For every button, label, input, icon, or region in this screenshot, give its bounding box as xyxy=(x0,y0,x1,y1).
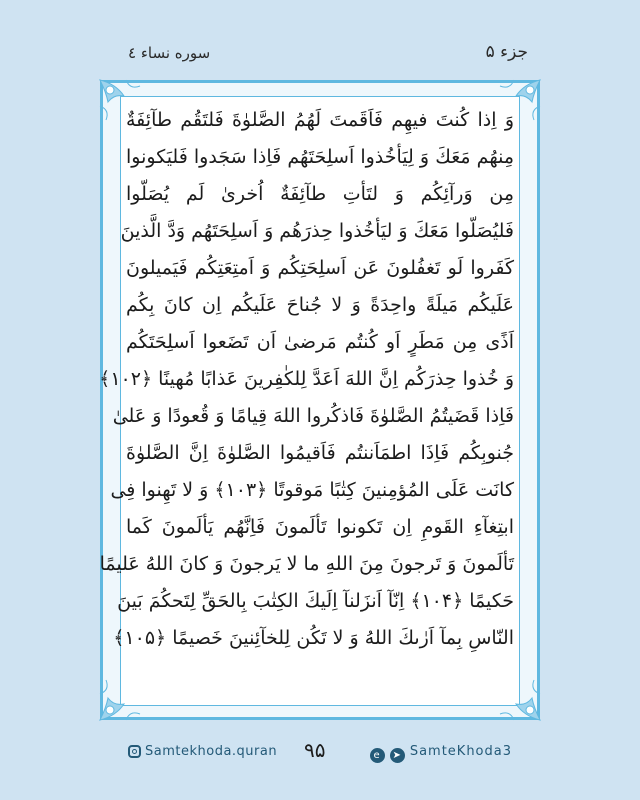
text-line: عَلَيكُم مَيلَةً واحِدَةً وَ لا جُناحَ عَلَيكُم اِن كانَ بِكُم xyxy=(126,294,514,316)
text-line: مِنهُم مَعَكَ وَ لِيَأخُذوا اَسلِحَتَهُم فَاِذا سَجَدوا فَليَكونوا xyxy=(126,146,514,168)
instagram-handle-text: Samtekhoda.quran xyxy=(145,744,278,759)
telegram-icon: ➤ xyxy=(390,748,405,763)
eitaa-icon: e xyxy=(370,748,385,763)
text-line: فَاِذا قَضَيتُمُ الصَّلوٰةَ فَاذكُروا اللهَ قِيامًا وَ قُعودًا وَ عَلىٰ xyxy=(112,405,514,427)
text-line: وَ خُذوا حِذرَكُم اِنَّ اللهَ اَعَدَّ لِلكٰفِرينَ عَذابًا مُهينًا ﴿۱۰۲﴾ xyxy=(99,368,514,390)
text-line: مِن وَرآئِكُم وَ لتَأتِ طآئِفَةٌ اُخرىٰ لَم يُصَلّوا xyxy=(126,183,514,205)
text-line: النّاسِ بِمآ اَرٰىكَ اللهُ وَ لا تَكُن لِلخآئِنينَ خَصيمًا ﴿۱۰۵﴾ xyxy=(113,627,514,649)
text-line: وَ اِذا كُنتَ فيهِم فَاَقَمتَ لَهُمُ الصَّلوٰةَ فَلتَقُم طآئِفَةٌ xyxy=(126,109,514,131)
instagram-handle[interactable] xyxy=(128,744,277,759)
text-line: فَليُصَلّوا مَعَكَ وَ ليَأخُذوا حِذرَهُم وَ اَسلِحَتَهُم وَدَّ الَّذينَ xyxy=(120,220,514,242)
text-line: كانَت عَلَى المُؤمِنينَ كِتٰبًا مَوقوتًا ﴿۱۰۳﴾ وَ لا تَهِنوا فِى xyxy=(110,479,514,501)
juz-label: جزء ۵ xyxy=(485,42,528,62)
text-line: اَذًى مِن مَطَرٍ اَو كُنتُم مَرضىٰ اَن تَضَعوا اَسلِحَتَكُم xyxy=(126,331,514,353)
text-line: تَألَمونَ وَ تَرجونَ مِنَ اللهِ ما لا يَرجونَ وَ كانَ اللهُ عَليمًا xyxy=(99,553,514,575)
text-line: كَفَروا لَو تَغفُلونَ عَن اَسلِحَتِكُم وَ اَمتِعَتِكُم فَيَميلونَ xyxy=(126,257,514,279)
page-footer xyxy=(0,736,640,772)
instagram-icon xyxy=(128,745,141,758)
surah-label: سوره نساء ٤ xyxy=(128,44,211,62)
page-header xyxy=(0,38,640,72)
eitaa-handle[interactable] xyxy=(370,744,512,763)
page-number: ۹۵ xyxy=(304,738,326,762)
eitaa-handle-text: SamteKhoda3 xyxy=(409,744,512,759)
text-line: حَكيمًا ﴿۱۰۴﴾ اِنّآ اَنزَلنآ اِلَيكَ الكِتٰبَ بِالحَقِّ لِتَحكُمَ بَينَ xyxy=(117,590,514,612)
quran-text-block xyxy=(99,102,514,702)
text-line: ابتِغآءِ القَومِ اِن تَكونوا تَألَمونَ فَاِنَّهُم يَألَمونَ كَما xyxy=(126,516,514,538)
text-line: جُنوبِكُم فَاِذَا اطمَاَننتُم فَاَقيمُوا الصَّلوٰةَ اِنَّ الصَّلوٰةَ xyxy=(126,442,514,464)
